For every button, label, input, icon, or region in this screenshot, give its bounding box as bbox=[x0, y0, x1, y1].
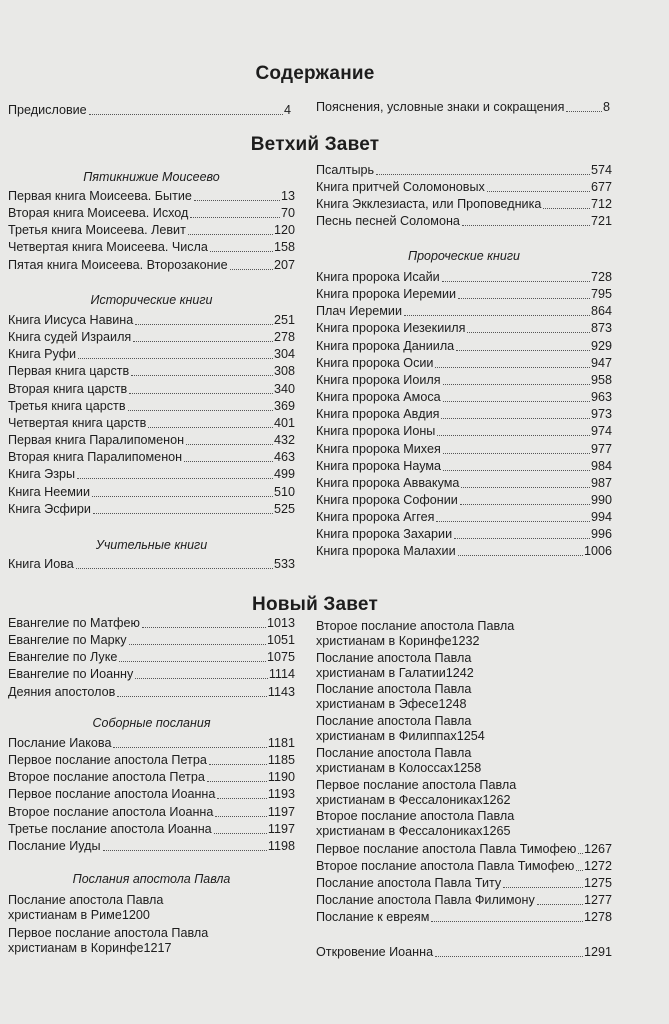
entry-title: Книга Иисуса Навина bbox=[8, 313, 134, 327]
toc-entry bbox=[316, 893, 612, 908]
entry-title-line1: Первое послание апостола Павла bbox=[8, 926, 209, 940]
toc-entry bbox=[8, 557, 295, 572]
entry-page: 1051 bbox=[266, 633, 295, 648]
entry-title: Плач Иеремии bbox=[316, 304, 402, 319]
entry-title: Послание апостола Павла Титу bbox=[316, 876, 502, 890]
toc-entry bbox=[316, 356, 612, 371]
entry-title-line2: христианам в Фессалониках bbox=[316, 824, 483, 839]
entry-title: Евангелие по Луке bbox=[8, 650, 118, 665]
entry-page: 574 bbox=[590, 163, 612, 177]
toc-entry bbox=[8, 685, 295, 700]
entry-page: 1197 bbox=[267, 821, 295, 836]
entry-page: 1242 bbox=[445, 665, 474, 680]
toc-entry bbox=[8, 206, 295, 221]
entry-title-line1: Послание апостола Павла bbox=[316, 682, 472, 697]
toc-entry bbox=[316, 390, 612, 405]
entry-title: Книга пророка Ионы bbox=[316, 424, 436, 439]
toc-entry bbox=[8, 926, 295, 956]
entry-title: Первая книга царств bbox=[8, 364, 130, 379]
entry-page: 1217 bbox=[143, 941, 172, 955]
toc-entry bbox=[8, 240, 295, 255]
entry-page: 958 bbox=[590, 372, 612, 387]
entry-title: Псалтырь bbox=[316, 163, 375, 177]
toc-entry bbox=[8, 364, 295, 379]
entry-title: Книга пророка Захарии bbox=[316, 527, 453, 542]
toc-entry bbox=[8, 650, 295, 665]
page-title: Содержание bbox=[255, 63, 375, 84]
entry-title: Книга Экклезиаста, или Проповедника bbox=[316, 197, 542, 212]
toc-entry bbox=[316, 527, 612, 542]
entry-title: Книга Руфи bbox=[8, 347, 77, 362]
toc-entry bbox=[316, 859, 612, 874]
entry-title: Вторая книга Моисеева. Исход bbox=[8, 206, 189, 221]
section-subheading: Послания апостола Павла bbox=[72, 872, 231, 886]
toc-entry bbox=[8, 313, 295, 328]
toc-entry bbox=[8, 416, 295, 431]
toc-entry bbox=[8, 753, 295, 768]
entry-page: 1200 bbox=[121, 908, 150, 922]
toc-entry bbox=[316, 910, 612, 925]
entry-page: 1254 bbox=[456, 729, 485, 744]
entry-page: 1198 bbox=[267, 838, 295, 853]
entry-page: 533 bbox=[273, 557, 295, 571]
entry-page: 1267 bbox=[583, 842, 612, 856]
toc-entry bbox=[8, 485, 295, 500]
toc-entry bbox=[316, 214, 612, 229]
entry-page: 728 bbox=[590, 270, 612, 284]
entry-page: 994 bbox=[590, 510, 612, 525]
entry-title: Книга Эсфири bbox=[8, 501, 91, 516]
entry-title: Первое послание апостола Иоанна bbox=[8, 787, 216, 802]
entry-title: Книга пророка Михея bbox=[316, 441, 441, 456]
toc-entry bbox=[8, 770, 295, 785]
entry-page: 977 bbox=[590, 441, 612, 456]
toc-entry bbox=[8, 667, 295, 682]
toc-entry bbox=[8, 223, 295, 238]
entry-page: 525 bbox=[273, 501, 295, 516]
toc-entry bbox=[316, 287, 612, 302]
entry-title: Вторая книга царств bbox=[8, 381, 128, 396]
entry-page: 963 bbox=[590, 390, 612, 405]
entry-page: 1181 bbox=[267, 736, 295, 750]
entry-page: 251 bbox=[273, 313, 295, 327]
toc-entry bbox=[8, 805, 295, 820]
entry-page: 1262 bbox=[482, 792, 511, 807]
entry-title-line1: Послание апостола Павла bbox=[316, 714, 472, 729]
toc-entry bbox=[316, 714, 612, 744]
entry-page: 120 bbox=[273, 223, 295, 238]
entry-page: 864 bbox=[590, 304, 612, 319]
entry-page: 929 bbox=[590, 338, 612, 353]
entry-title: Первое послание апостола Павла Тимофею bbox=[316, 842, 577, 856]
toc-entry bbox=[316, 510, 612, 525]
entry-page: 1291 bbox=[583, 945, 612, 959]
toc-entry bbox=[316, 424, 612, 439]
entry-title: Третья книга царств bbox=[8, 398, 126, 413]
toc-entry bbox=[316, 619, 612, 649]
entry-title: Четвертая книга Моисеева. Числа bbox=[8, 240, 208, 255]
toc-entry bbox=[316, 407, 612, 422]
entry-page: 721 bbox=[590, 214, 612, 229]
entry-page: 13 bbox=[280, 189, 295, 203]
entry-page: 947 bbox=[590, 355, 612, 370]
entry-title-line2: христианам в Коринфе bbox=[316, 634, 452, 648]
toc-entry bbox=[316, 842, 612, 857]
entry-title: Книга пророка Софонии bbox=[316, 492, 458, 507]
entry-page: 1006 bbox=[583, 544, 612, 559]
entry-page: 1114 bbox=[268, 667, 295, 682]
entry-title: Книга пророка Иезекииля bbox=[316, 321, 466, 336]
entry-page: 369 bbox=[273, 398, 295, 413]
entry-page: 463 bbox=[273, 450, 295, 465]
entry-title: Послание к евреям bbox=[316, 910, 430, 924]
entry-title: Книга пророка Исайи bbox=[316, 270, 440, 284]
entry-page: 987 bbox=[590, 475, 612, 490]
entry-page: 1197 bbox=[267, 804, 295, 819]
entry-title-line2: христианам в Фессалониках bbox=[316, 792, 483, 807]
entry-page: 795 bbox=[590, 287, 612, 302]
ot-heading: Ветхий Завет bbox=[250, 134, 380, 155]
entry-title: Второе послание апостола Петра bbox=[8, 770, 205, 785]
toc-entry bbox=[316, 682, 612, 712]
toc-entry bbox=[316, 163, 612, 178]
toc-entry bbox=[316, 651, 612, 681]
toc-entry bbox=[8, 450, 295, 465]
entry-title: Книга пророка Иоиля bbox=[316, 372, 441, 387]
entry-title-line2: христианам в Филиппах bbox=[316, 729, 457, 744]
entry-title: Четвертая книга царств bbox=[8, 415, 147, 430]
entry-title-line1: Второе послание апостола Павла bbox=[316, 809, 515, 824]
entry-title: Книга Эзры bbox=[8, 467, 76, 482]
entry-title: Песнь песней Соломона bbox=[316, 214, 460, 229]
entry-page: 158 bbox=[273, 240, 295, 255]
entry-page: 401 bbox=[273, 415, 295, 430]
entry-page: 1013 bbox=[266, 616, 295, 630]
toc-entry bbox=[316, 459, 612, 474]
entry-title: Евангелие по Матфею bbox=[8, 616, 140, 630]
toc-entry bbox=[8, 893, 295, 923]
entry-title: Второе послание апостола Иоанна bbox=[8, 804, 214, 819]
entry-title-line1: Послание апостола Павла bbox=[316, 745, 472, 760]
toc-entry bbox=[8, 433, 295, 448]
section-subheading: Исторические книги bbox=[90, 293, 213, 307]
entry-page: 8 bbox=[602, 100, 610, 114]
entry-title-line2: христианам в Риме bbox=[8, 908, 122, 922]
entry-title: Книга пророка Авдия bbox=[316, 407, 440, 422]
entry-title: Третья книга Моисеева. Левит bbox=[8, 223, 186, 238]
entry-page: 990 bbox=[590, 492, 612, 507]
entry-title-line1: Послание апостола Павла bbox=[8, 893, 164, 907]
entry-title: Первая книга Моисеева. Бытие bbox=[8, 189, 192, 203]
entry-title-line2: христианам в Коринфе bbox=[8, 941, 144, 955]
entry-page: 1190 bbox=[267, 770, 295, 785]
entry-title: Книга судей Израиля bbox=[8, 330, 132, 345]
toc-entry bbox=[8, 633, 295, 648]
entry-title: Книга пророка Иеремии bbox=[316, 287, 457, 302]
entry-title: Книга притчей Соломоновых bbox=[316, 180, 485, 195]
toc-entry bbox=[316, 544, 612, 559]
section-subheading: Соборные послания bbox=[92, 716, 211, 730]
entry-page: 1143 bbox=[267, 684, 295, 699]
entry-page: 996 bbox=[590, 527, 612, 542]
entry-title-line2: христианам в Эфесе bbox=[316, 697, 439, 712]
entry-page: 432 bbox=[273, 433, 295, 448]
entry-page: 1232 bbox=[451, 634, 480, 648]
toc-entry bbox=[8, 347, 295, 362]
entry-title: Третье послание апостола Иоанна bbox=[8, 821, 212, 836]
toc-entry bbox=[8, 787, 295, 802]
entry-page: 4 bbox=[283, 103, 291, 117]
nt-heading: Новый Завет bbox=[252, 594, 378, 615]
toc-entry-notes bbox=[316, 100, 610, 115]
entry-page: 340 bbox=[273, 381, 295, 396]
entry-title: Евангелие по Иоанну bbox=[8, 667, 134, 682]
entry-title: Книга Неемии bbox=[8, 484, 90, 499]
entry-title: Книга пророка Аггея bbox=[316, 510, 435, 525]
entry-title-line1: Первое послание апостола Павла bbox=[316, 777, 517, 792]
toc-entry bbox=[316, 180, 612, 195]
toc-entry bbox=[316, 746, 612, 776]
entry-title-line2: христианам в Галатии bbox=[316, 665, 446, 680]
toc-entry bbox=[316, 339, 612, 354]
entry-title: Откровение Иоанна bbox=[316, 945, 434, 959]
toc-entry bbox=[316, 809, 612, 839]
toc-entry bbox=[8, 616, 295, 631]
entry-page: 873 bbox=[590, 321, 612, 336]
entry-title: Книга пророка Малахии bbox=[316, 544, 456, 559]
entry-title-line1: Второе послание апостола Павла bbox=[316, 619, 515, 633]
toc-entry bbox=[316, 778, 612, 808]
entry-page: 510 bbox=[273, 484, 295, 499]
toc-entry bbox=[8, 736, 295, 751]
entry-page: 974 bbox=[590, 424, 612, 439]
toc-entry bbox=[8, 258, 295, 273]
toc-entry bbox=[8, 467, 295, 482]
entry-page: 1277 bbox=[583, 893, 612, 907]
entry-title: Послание апостола Павла Филимону bbox=[316, 893, 535, 907]
entry-page: 677 bbox=[590, 180, 612, 195]
entry-page: 1075 bbox=[266, 650, 295, 665]
entry-title: Второе послание апостола Павла Тимофею bbox=[316, 859, 575, 873]
entry-page: 1185 bbox=[267, 753, 295, 768]
toc-entry bbox=[316, 945, 612, 960]
entry-page: 207 bbox=[273, 257, 295, 272]
entry-page: 1278 bbox=[583, 910, 612, 924]
entry-page: 278 bbox=[273, 330, 295, 345]
toc-entry bbox=[316, 442, 612, 457]
entry-title: Предисловие bbox=[8, 103, 87, 117]
entry-title: Пятая книга Моисеева. Второзаконие bbox=[8, 257, 228, 272]
entry-page: 499 bbox=[273, 467, 295, 482]
toc-entry bbox=[316, 373, 612, 388]
entry-page: 1272 bbox=[583, 859, 612, 873]
entry-title: Послание Иуды bbox=[8, 838, 101, 853]
entry-page: 1265 bbox=[482, 824, 511, 839]
entry-page: 712 bbox=[590, 197, 612, 212]
toc-entry bbox=[316, 321, 612, 336]
entry-page: 308 bbox=[273, 364, 295, 379]
toc-entry bbox=[8, 822, 295, 837]
toc-entry bbox=[316, 197, 612, 212]
entry-title: Книга пророка Амоса bbox=[316, 390, 441, 405]
entry-title: Евангелие по Марку bbox=[8, 633, 127, 648]
entry-page: 70 bbox=[280, 206, 295, 221]
entry-page: 1193 bbox=[267, 787, 295, 802]
entry-title: Пояснения, условные знаки и сокращения bbox=[316, 100, 565, 114]
entry-title: Книга пророка Осии bbox=[316, 355, 434, 370]
toc-entry bbox=[8, 502, 295, 517]
entry-title: Книга пророка Наума bbox=[316, 458, 442, 473]
entry-title: Послание Иакова bbox=[8, 736, 112, 750]
entry-page: 1258 bbox=[453, 760, 482, 775]
toc-entry bbox=[316, 476, 612, 491]
toc-entry bbox=[8, 399, 295, 414]
toc-entry bbox=[8, 189, 295, 204]
entry-page: 1248 bbox=[438, 697, 467, 712]
entry-title: Книга пророка Даниила bbox=[316, 338, 455, 353]
toc-entry bbox=[8, 839, 295, 854]
entry-title: Вторая книга Паралипоменон bbox=[8, 450, 183, 465]
entry-title: Деяния апостолов bbox=[8, 684, 116, 699]
entry-title-line1: Послание апостола Павла bbox=[316, 650, 472, 665]
entry-title: Первое послание апостола Петра bbox=[8, 753, 207, 768]
toc-entry bbox=[8, 382, 295, 397]
section-subheading: Пятикнижие Моисеево bbox=[83, 170, 220, 184]
toc-entry bbox=[316, 493, 612, 508]
toc-entry bbox=[8, 330, 295, 345]
toc-entry bbox=[316, 876, 612, 891]
entry-title: Первая книга Паралипоменон bbox=[8, 433, 185, 448]
entry-page: 304 bbox=[273, 347, 295, 362]
entry-title-line2: христианам в Колоссах bbox=[316, 760, 454, 775]
entry-title: Книга Иова bbox=[8, 557, 74, 571]
entry-page: 1275 bbox=[583, 876, 612, 890]
toc-entry bbox=[316, 270, 612, 285]
section-subheading: Учительные книги bbox=[95, 538, 208, 552]
entry-page: 984 bbox=[590, 458, 612, 473]
entry-title: Книга пророка Аввакума bbox=[316, 475, 460, 490]
toc-entry-preface bbox=[8, 103, 291, 118]
toc-entry bbox=[316, 304, 612, 319]
section-subheading: Пророческие книги bbox=[408, 249, 520, 263]
entry-page: 973 bbox=[590, 407, 612, 422]
